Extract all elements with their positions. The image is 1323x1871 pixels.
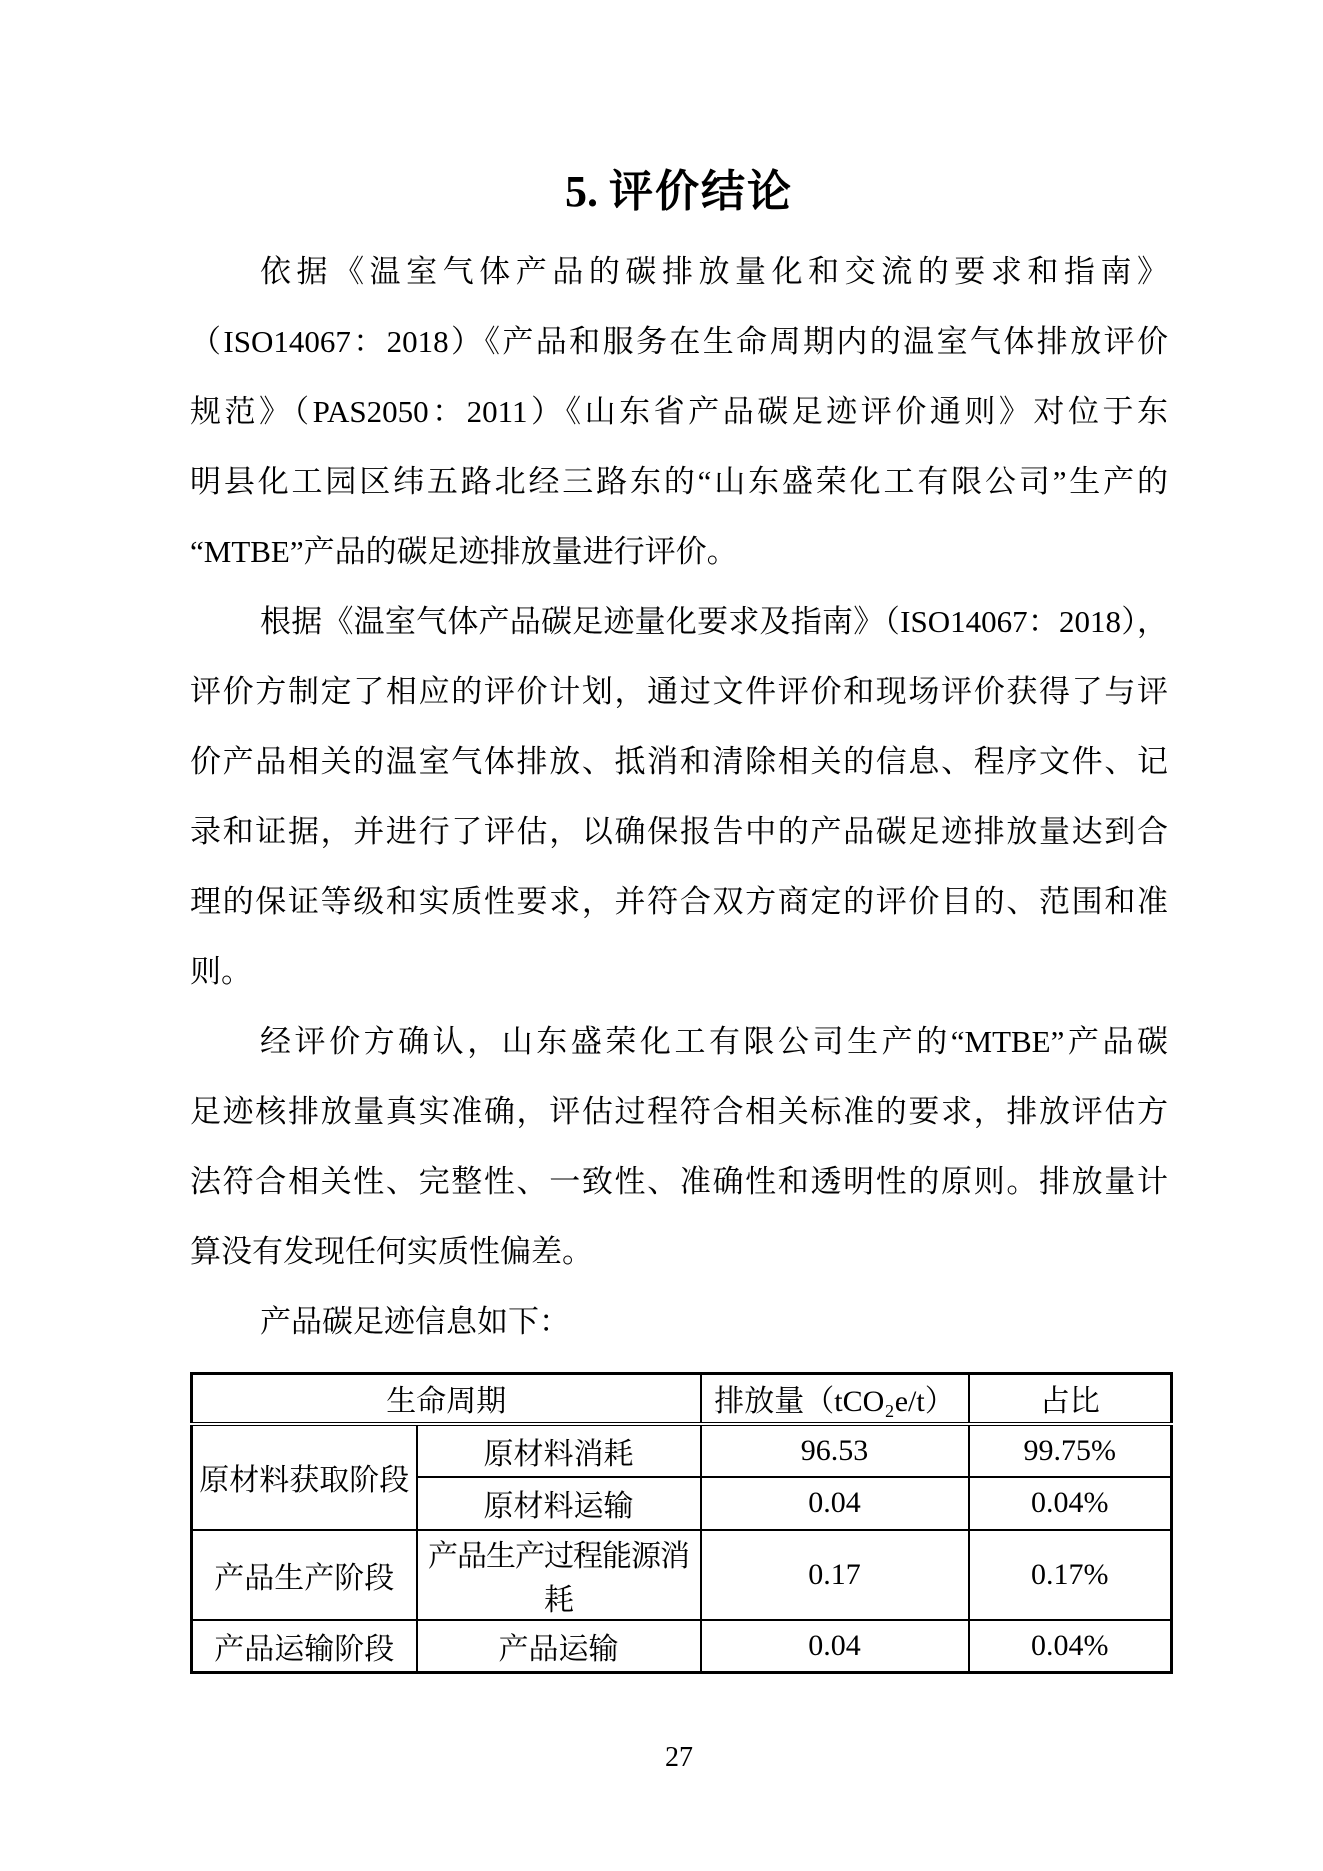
share-cell: 0.04% [969, 1620, 1172, 1673]
text-line: 理的保证等级和实质性要求，并符合双方商定的评价目的、范围和准 [190, 884, 1168, 919]
item-cell: 产品运输 [417, 1620, 701, 1673]
page-number: 27 [665, 1742, 693, 1773]
header-lifecycle: 生命周期 [192, 1374, 701, 1424]
table-row [192, 1424, 1172, 1477]
text-line: 产品碳足迹信息如下： [260, 1304, 570, 1339]
text-line: 依据《温室气体产品的碳排放量化和交流的要求和指南》 [260, 254, 1168, 289]
text-line: 录和证据，并进行了评估，以确保报告中的产品碳足迹排放量达到合 [190, 814, 1168, 849]
item-cell: 原材料运输 [417, 1477, 701, 1530]
text-line: 足迹核排放量真实准确，评估过程符合相关标准的要求，排放评估方 [190, 1094, 1168, 1129]
share-cell: 99.75% [969, 1424, 1172, 1477]
text-line: 则。 [190, 954, 252, 989]
paragraph-3 [190, 1007, 1168, 1287]
text-line: “MTBE”产品的碳足迹排放量进行评价。 [190, 534, 738, 569]
stage-cell: 产品生产阶段 [192, 1530, 417, 1620]
text-line: 规范》（PAS2050：2011）《山东省产品碳足迹评价通则》对位于东 [190, 394, 1168, 429]
text-line: 算没有发现任何实质性偏差。 [190, 1234, 593, 1269]
emission-cell: 0.17 [701, 1530, 969, 1620]
share-cell: 0.04% [969, 1477, 1172, 1530]
table-row [192, 1530, 1172, 1620]
paragraph-1 [190, 237, 1168, 587]
text-line: 根据《温室气体产品碳足迹量化要求及指南》（ISO14067：2018）， [260, 604, 1168, 639]
emission-cell: 0.04 [701, 1620, 969, 1673]
header-share: 占比 [969, 1374, 1172, 1424]
section-title [190, 0, 1168, 223]
paragraph-4 [190, 1287, 1168, 1357]
carbon-footprint-table [190, 1372, 1173, 1674]
text-line: 法符合相关性、完整性、一致性、准确性和透明性的原则。排放量计 [190, 1164, 1168, 1199]
text-line: 明县化工园区纬五路北经三路东的“山东盛荣化工有限公司”生产的 [190, 464, 1168, 499]
table-row [192, 1620, 1172, 1673]
emission-cell: 0.04 [701, 1477, 969, 1530]
page-content [190, 0, 1168, 1674]
section-title-text: 评价结论 [609, 167, 793, 216]
stage-cell: 产品运输阶段 [192, 1620, 417, 1673]
item-cell: 产品生产过程能源消耗 [417, 1530, 701, 1620]
text-line: 价产品相关的温室气体排放、抵消和清除相关的信息、程序文件、记 [190, 744, 1168, 779]
text-line: 经评价方确认，山东盛荣化工有限公司生产的“MTBE”产品碳 [260, 1024, 1168, 1059]
share-cell: 0.17% [969, 1530, 1172, 1620]
header-emission: 排放量（tCO₂e/t） [701, 1374, 969, 1424]
item-cell: 原材料消耗 [417, 1424, 701, 1477]
emission-cell: 96.53 [701, 1424, 969, 1477]
document-body [190, 237, 1168, 1674]
stage-cell: 原材料获取阶段 [192, 1424, 417, 1530]
table-header-row [192, 1374, 1172, 1424]
text-line: 评价方制定了相应的评价计划，通过文件评价和现场评价获得了与评 [190, 674, 1168, 709]
text-line: （ISO14067：2018）《产品和服务在生命周期内的温室气体排放评价 [190, 324, 1168, 359]
paragraph-2 [190, 587, 1168, 1007]
section-number: 5. [565, 167, 598, 216]
